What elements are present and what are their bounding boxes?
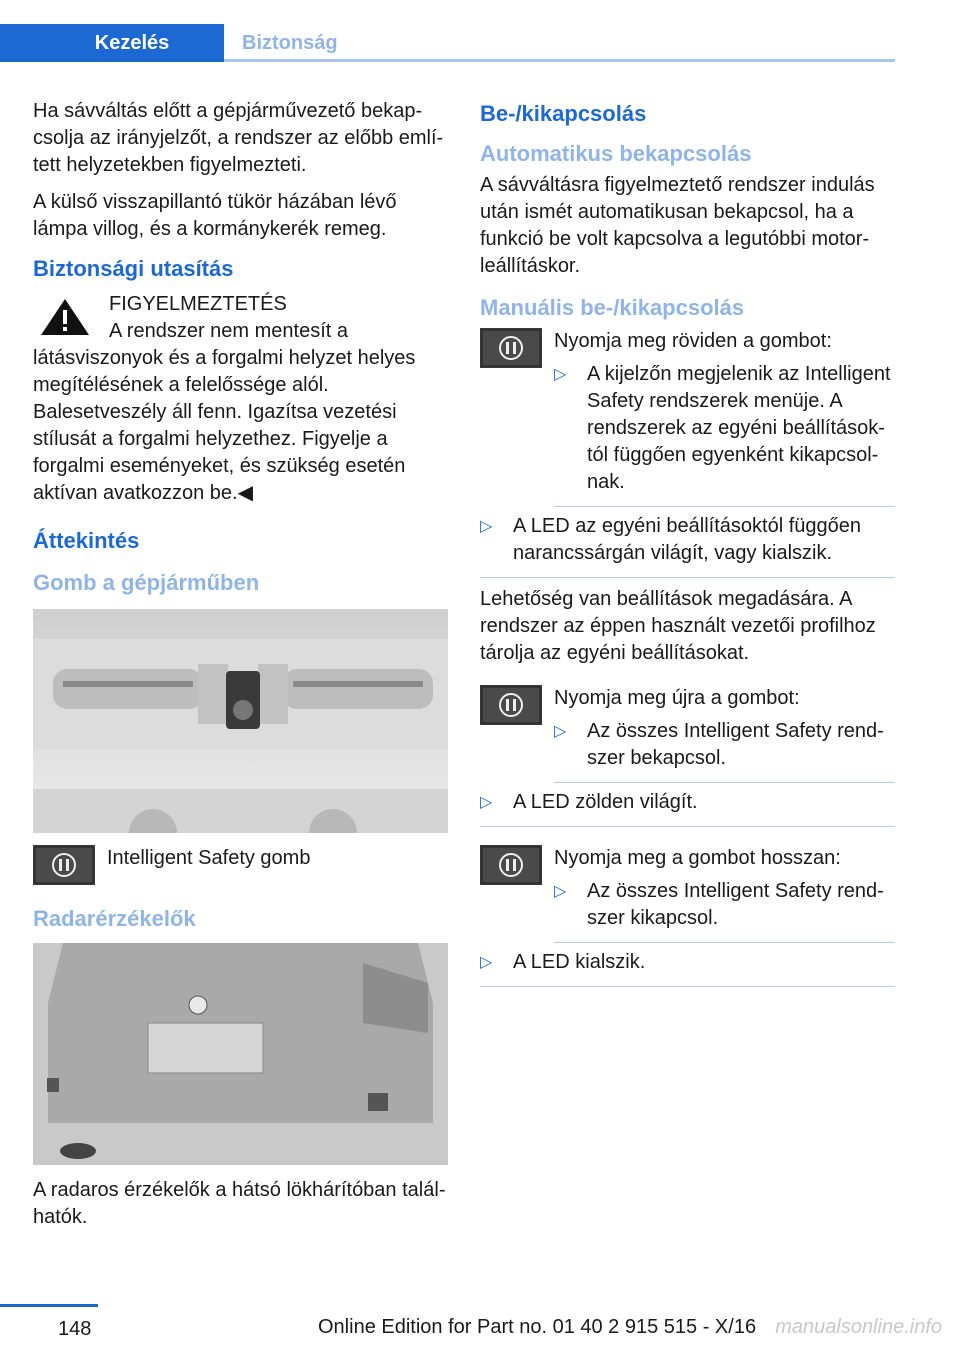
warning-title: FIGYELMEZTETÉS: [109, 293, 287, 315]
bullet-led-green-text: A LED zölden világít.: [513, 791, 698, 813]
arrow-icon: ▷: [554, 723, 567, 740]
tab-kezeles[interactable]: Kezelés: [0, 24, 224, 62]
dashboard-button-photo: [33, 609, 448, 833]
arrow-icon: ▷: [554, 883, 567, 900]
manual-subheading: Manuális be-/kikapcsolás: [480, 295, 745, 320]
auto-text: A sávváltásra figyelmeztető rendszer indulás után ismét automatikusan bekapcsol, ha a funkció be volt kapcsolva a legutóbbi motorleállításkor.: [480, 174, 875, 277]
left-column: [33, 98, 448, 1241]
intro-paragraph-2: A külső visszapillantó tükör házában lévő lámpa villog, és a kormánykerék remeg.: [33, 191, 397, 240]
page-number: 148: [58, 1318, 92, 1340]
list-item: [554, 355, 895, 507]
press-long-block: [480, 845, 895, 943]
warning-text: A rendszer nem mentesít a látásviszonyok és a forgalmi helyzet helyes megítélésének a felelőssége alól. Balesetveszély áll fenn. Igazítsa vezetési stílusát a forgalmi helyzethez. Figyelje a forgalmi eseményeket, és szükség esetén aktívan avatkozzon be.◀: [33, 320, 416, 504]
header-rule: [224, 59, 895, 62]
header-tabs: [0, 24, 895, 62]
intelligent-safety-button-icon: [480, 845, 542, 885]
tab-biztonsag[interactable]: Biztonság: [242, 31, 338, 54]
bullet-menu-text: A kijelzőn megjelenik az Intelligent Safety rendszerek menüje. A rendszerek az egyéni beállításoktól függően egyenként kikapcsolnak.: [587, 363, 891, 493]
press-short-block: [480, 328, 895, 507]
button-caption: Intelligent Safety gomb: [107, 847, 311, 869]
bullet-led-orange-text: A LED az egyéni beállításoktól függően narancssárgán világít, vagy kialszik.: [513, 515, 862, 564]
arrow-icon: ▷: [554, 366, 567, 383]
footer-rule: [0, 1304, 98, 1307]
bullet-all-on-text: Az összes Intelligent Safety rendszer bekapcsol.: [587, 720, 884, 769]
onoff-heading: Be-/kikapcsolás: [480, 101, 647, 126]
rear-bumper-photo: [33, 943, 448, 1165]
intelligent-safety-button-icon: [33, 845, 95, 885]
edition-text: Online Edition for Part no. 01 40 2 915 515 - X/16: [318, 1316, 757, 1338]
press-long-text: Nyomja meg a gombot hosszan:: [554, 847, 841, 869]
arrow-icon: ▷: [480, 518, 493, 535]
radar-caption: A radaros érzékelők a hátsó lökhárítóban találhatók.: [33, 1179, 446, 1228]
intelligent-safety-button-icon: [480, 328, 542, 368]
settings-text: Lehetőség van beállítások megadására. A rendszer az éppen használt vezetői profilhoz tárolja az egyéni beállításokat.: [480, 588, 876, 664]
button-subheading: Gomb a gépjárműben: [33, 570, 260, 595]
right-column: [480, 100, 895, 987]
safety-heading: Biztonsági utasítás: [33, 256, 234, 281]
list-item: [480, 943, 895, 987]
overview-heading: Áttekintés: [33, 528, 140, 553]
press-again-text: Nyomja meg újra a gombot:: [554, 687, 800, 709]
arrow-icon: ▷: [480, 794, 493, 811]
watermark[interactable]: manualsonline.info: [775, 1316, 942, 1338]
bullet-all-off-text: Az összes Intelligent Safety rendszer kikapcsol.: [587, 880, 884, 929]
warning-block: [33, 291, 448, 507]
intro-paragraph-1: Ha sávváltás előtt a gépjárművezető bekapcsolja az irányjelzőt, a rendszer az előbb említett helyzetekben figyelmezteti.: [33, 100, 444, 176]
list-item: [480, 783, 895, 827]
bullet-led-off-text: A LED kialszik.: [513, 951, 646, 973]
auto-subheading: Automatikus bekapcsolás: [480, 141, 752, 166]
list-item: [554, 872, 895, 943]
button-caption-row: [33, 845, 448, 885]
arrow-icon: ▷: [480, 954, 493, 971]
list-item: [480, 507, 895, 578]
intelligent-safety-button-icon: [480, 685, 542, 725]
press-short-text: Nyomja meg röviden a gombot:: [554, 330, 832, 352]
warning-triangle-icon: [33, 293, 97, 339]
radar-subheading: Radarérzékelők: [33, 906, 196, 931]
list-item: [554, 712, 895, 783]
press-again-block: [480, 685, 895, 783]
